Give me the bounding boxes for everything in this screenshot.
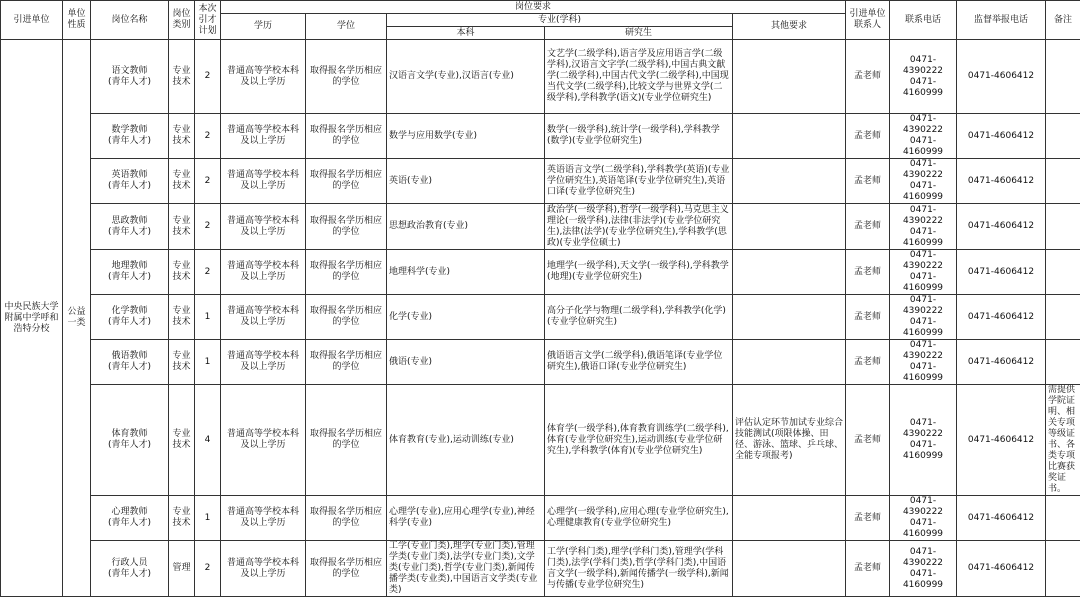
table-row (1, 541, 1080, 597)
post-name-cell: 行政人员 (青年人才) (91, 541, 169, 597)
supervise-phone-cell: 0471-4606412 (957, 496, 1046, 541)
supervise-phone-cell: 0471-4606412 (957, 541, 1046, 597)
category-cell: 专业技术 (169, 114, 195, 159)
post-name-cell: 思政教师 (青年人才) (91, 204, 169, 250)
plan-cell: 2 (195, 40, 221, 114)
header-post: 岗位名称 (91, 1, 169, 40)
plan-cell: 1 (195, 340, 221, 385)
plan-cell: 2 (195, 204, 221, 250)
table-row (1, 204, 1080, 250)
supervise-phone-cell: 0471-4606412 (957, 40, 1046, 114)
header-plan: 本次引才计划 (195, 1, 221, 40)
post-name-cell: 地理教师 (青年人才) (91, 250, 169, 295)
degree-cell: 取得报名学历相应的学位 (306, 496, 387, 541)
contact-cell: 孟老师 (846, 340, 890, 385)
undergrad-major-cell: 工学(专业门类),理学(专业门类),管理学类(专业门类),法学(专业门类),文学类(专业门类),哲学(专业门类),新闻传播学类(专业类),中国语言文学类(专业类) (387, 541, 545, 597)
supervise-phone-cell: 0471-4606412 (957, 114, 1046, 159)
table-row (1, 385, 1080, 496)
header-degree: 学位 (306, 14, 387, 40)
other-requirements-cell (733, 40, 846, 114)
other-requirements-cell (733, 114, 846, 159)
table-row (1, 159, 1080, 204)
phone-cell: 0471-4390222 0471-4160999 (890, 496, 957, 541)
degree-cell: 取得报名学历相应的学位 (306, 40, 387, 114)
header-contact: 引进单位联系人 (846, 1, 890, 40)
other-requirements-cell (733, 541, 846, 597)
undergrad-major-cell: 思想政治教育(专业) (387, 204, 545, 250)
undergrad-major-cell: 俄语(专业) (387, 340, 545, 385)
education-cell: 普通高等学校本科及以上学历 (221, 295, 306, 340)
note-cell (1046, 496, 1080, 541)
other-requirements-cell (733, 340, 846, 385)
header-graduate: 研究生 (545, 27, 733, 40)
education-cell: 普通高等学校本科及以上学历 (221, 496, 306, 541)
education-cell: 普通高等学校本科及以上学历 (221, 159, 306, 204)
header-phone: 联系电话 (890, 1, 957, 40)
contact-cell: 孟老师 (846, 250, 890, 295)
unit-nature-cell: 公益一类 (63, 40, 91, 597)
phone-cell: 0471-4390222 0471-4160999 (890, 250, 957, 295)
other-requirements-cell (733, 295, 846, 340)
header-category: 岗位类别 (169, 1, 195, 40)
header-undergrad: 本科 (387, 27, 545, 40)
education-cell: 普通高等学校本科及以上学历 (221, 250, 306, 295)
graduate-major-cell: 体育学(一级学科),体育教育训练学(二级学科),体育(专业学位研究生),运动训练(专业学位研究生),学科教学(体育)(专业学位研究生) (545, 385, 733, 496)
other-requirements-cell (733, 496, 846, 541)
post-name-cell: 体育教师 (青年人才) (91, 385, 169, 496)
table-row (1, 250, 1080, 295)
contact-cell: 孟老师 (846, 114, 890, 159)
graduate-major-cell: 工学(学科门类),理学(学科门类),管理学(学科门类),法学(学科门类),哲学(学科门类),中国语言文学(一级学科),新闻传播学(一级学科),新闻与传播(专业学位研究生) (545, 541, 733, 597)
category-cell: 专业技术 (169, 159, 195, 204)
contact-cell: 孟老师 (846, 159, 890, 204)
post-name-cell: 英语教师 (青年人才) (91, 159, 169, 204)
table-row (1, 114, 1080, 159)
graduate-major-cell: 俄语语言文学(二级学科),俄语笔译(专业学位研究生),俄语口译(专业学位研究生) (545, 340, 733, 385)
contact-cell: 孟老师 (846, 40, 890, 114)
post-name-cell: 化学教师 (青年人才) (91, 295, 169, 340)
education-cell: 普通高等学校本科及以上学历 (221, 40, 306, 114)
header-unit: 引进单位 (1, 1, 63, 40)
supervise-phone-cell: 0471-4606412 (957, 295, 1046, 340)
plan-cell: 2 (195, 114, 221, 159)
table-row (1, 340, 1080, 385)
phone-cell: 0471-4390222 0471-4160999 (890, 295, 957, 340)
other-requirements-cell (733, 250, 846, 295)
note-cell (1046, 40, 1080, 114)
phone-cell: 0471-4390222 0471-4160999 (890, 385, 957, 496)
category-cell: 管理 (169, 541, 195, 597)
contact-cell: 孟老师 (846, 541, 890, 597)
supervise-phone-cell: 0471-4606412 (957, 385, 1046, 496)
education-cell: 普通高等学校本科及以上学历 (221, 204, 306, 250)
header-supervise: 监督举报电话 (957, 1, 1046, 40)
note-cell (1046, 114, 1080, 159)
table-row (1, 496, 1080, 541)
header-major: 专业(学科) (387, 14, 733, 27)
undergrad-major-cell: 数学与应用数学(专业) (387, 114, 545, 159)
degree-cell: 取得报名学历相应的学位 (306, 250, 387, 295)
header-note: 备注 (1046, 1, 1080, 40)
note-cell (1046, 159, 1080, 204)
header-nature: 单位性质 (63, 1, 91, 40)
note-cell (1046, 295, 1080, 340)
post-name-cell: 心理教师 (青年人才) (91, 496, 169, 541)
graduate-major-cell: 政治学(一级学科),哲学(一级学科),马克思主义理论(一级学科),法律(非法学)(专业学位研究生),法律(法学)(专业学位研究生),学科教学(思政)(专业学位硕士) (545, 204, 733, 250)
category-cell: 专业技术 (169, 40, 195, 114)
graduate-major-cell: 心理学(一级学科),应用心理(专业学位研究生),心理健康教育(专业学位研究生) (545, 496, 733, 541)
category-cell: 专业技术 (169, 340, 195, 385)
category-cell: 专业技术 (169, 204, 195, 250)
note-cell (1046, 541, 1080, 597)
post-name-cell: 数学教师 (青年人才) (91, 114, 169, 159)
note-cell: 需提供学院证明、相关专项等级证书、各类专项比赛获奖证书。 (1046, 385, 1080, 496)
degree-cell: 取得报名学历相应的学位 (306, 295, 387, 340)
note-cell (1046, 340, 1080, 385)
unit-name-cell: 中央民族大学附属中学呼和浩特分校 (1, 40, 63, 597)
phone-cell: 0471-4390222 0471-4160999 (890, 204, 957, 250)
phone-cell: 0471-4390222 0471-4160999 (890, 40, 957, 114)
undergrad-major-cell: 汉语言文学(专业),汉语言(专业) (387, 40, 545, 114)
supervise-phone-cell: 0471-4606412 (957, 204, 1046, 250)
degree-cell: 取得报名学历相应的学位 (306, 541, 387, 597)
contact-cell: 孟老师 (846, 204, 890, 250)
education-cell: 普通高等学校本科及以上学历 (221, 541, 306, 597)
plan-cell: 1 (195, 496, 221, 541)
header-education: 学历 (221, 14, 306, 40)
header-requirements: 岗位要求 (221, 1, 846, 14)
phone-cell: 0471-4390222 0471-4160999 (890, 159, 957, 204)
supervise-phone-cell: 0471-4606412 (957, 250, 1046, 295)
phone-cell: 0471-4390222 0471-4160999 (890, 541, 957, 597)
header-other: 其他要求 (733, 14, 846, 40)
plan-cell: 1 (195, 295, 221, 340)
graduate-major-cell: 英语语言文学(二级学科),学科教学(英语)(专业学位研究生),英语笔译(专业学位研究生),英语口译(专业学位研究生) (545, 159, 733, 204)
education-cell: 普通高等学校本科及以上学历 (221, 340, 306, 385)
category-cell: 专业技术 (169, 250, 195, 295)
contact-cell: 孟老师 (846, 295, 890, 340)
contact-cell: 孟老师 (846, 496, 890, 541)
degree-cell: 取得报名学历相应的学位 (306, 159, 387, 204)
graduate-major-cell: 数学(一级学科),统计学(一级学科),学科教学(数学)(专业学位研究生) (545, 114, 733, 159)
education-cell: 普通高等学校本科及以上学历 (221, 385, 306, 496)
degree-cell: 取得报名学历相应的学位 (306, 340, 387, 385)
undergrad-major-cell: 体育教育(专业),运动训练(专业) (387, 385, 545, 496)
note-cell (1046, 250, 1080, 295)
phone-cell: 0471-4390222 0471-4160999 (890, 114, 957, 159)
plan-cell: 2 (195, 250, 221, 295)
degree-cell: 取得报名学历相应的学位 (306, 114, 387, 159)
supervise-phone-cell: 0471-4606412 (957, 159, 1046, 204)
undergrad-major-cell: 化学(专业) (387, 295, 545, 340)
table-row (1, 40, 1080, 114)
undergrad-major-cell: 心理学(专业),应用心理学(专业),神经科学(专业) (387, 496, 545, 541)
plan-cell: 4 (195, 385, 221, 496)
table-row (1, 295, 1080, 340)
post-name-cell: 俄语教师 (青年人才) (91, 340, 169, 385)
plan-cell: 2 (195, 159, 221, 204)
other-requirements-cell: 评估认定环节加试专业综合技能测试(项限体操、田径、游泳、篮球、乒乓球、全能专项报考) (733, 385, 846, 496)
graduate-major-cell: 文艺学(二级学科),语言学及应用语言学(二级学科),汉语言文字学(二级学科),中国古典文献学(二级学科),中国古代文学(二级学科),中国现当代文学(二级学科),比较文学与世界文学(二级学科),学科教学(语文)(专业学位研究生) (545, 40, 733, 114)
plan-cell: 2 (195, 541, 221, 597)
degree-cell: 取得报名学历相应的学位 (306, 385, 387, 496)
post-name-cell: 语文教师 (青年人才) (91, 40, 169, 114)
other-requirements-cell (733, 204, 846, 250)
graduate-major-cell: 地理学(一级学科),天文学(一级学科),学科教学(地理)(专业学位研究生) (545, 250, 733, 295)
phone-cell: 0471-4390222 0471-4160999 (890, 340, 957, 385)
category-cell: 专业技术 (169, 385, 195, 496)
category-cell: 专业技术 (169, 295, 195, 340)
contact-cell: 孟老师 (846, 385, 890, 496)
undergrad-major-cell: 英语(专业) (387, 159, 545, 204)
undergrad-major-cell: 地理科学(专业) (387, 250, 545, 295)
category-cell: 专业技术 (169, 496, 195, 541)
graduate-major-cell: 高分子化学与物理(二级学科),学科教学(化学)(专业学位研究生) (545, 295, 733, 340)
note-cell (1046, 204, 1080, 250)
supervise-phone-cell: 0471-4606412 (957, 340, 1046, 385)
other-requirements-cell (733, 159, 846, 204)
education-cell: 普通高等学校本科及以上学历 (221, 114, 306, 159)
degree-cell: 取得报名学历相应的学位 (306, 204, 387, 250)
